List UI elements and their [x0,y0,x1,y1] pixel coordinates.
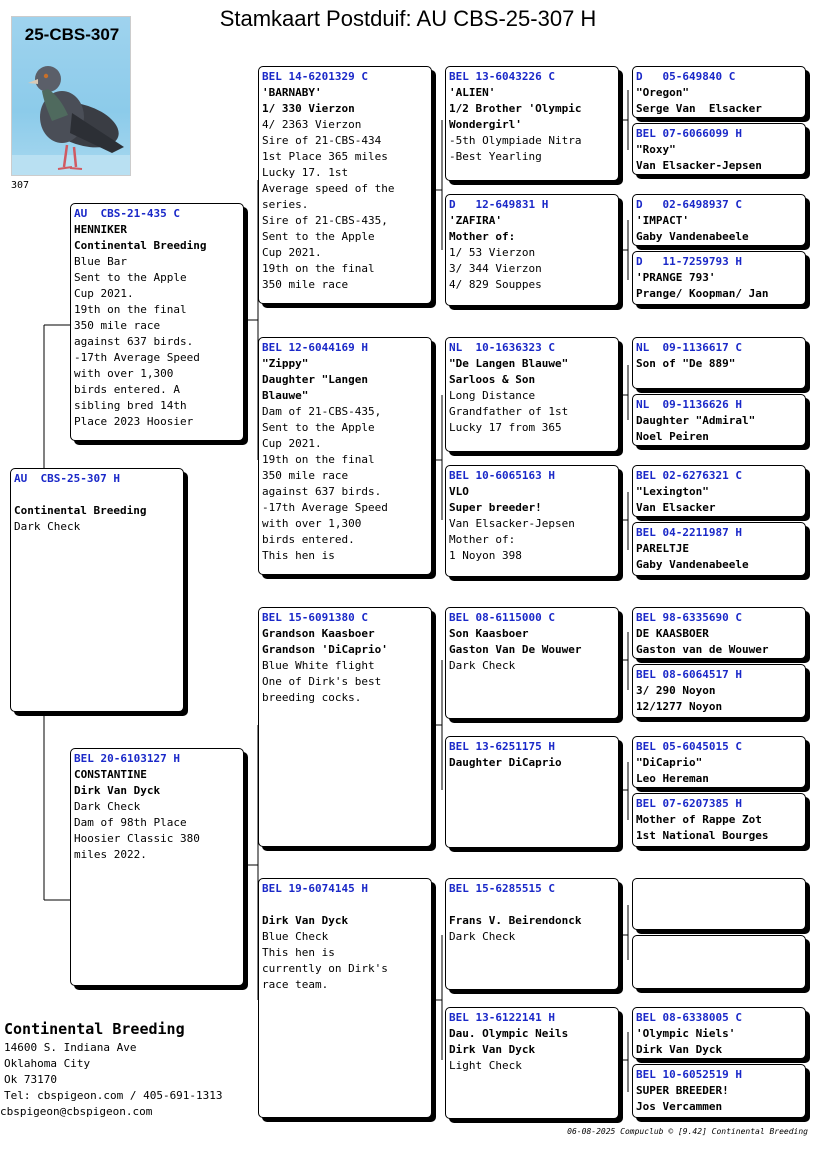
card-text-line: Sire of 21-CBS-434 [262,134,382,147]
ring-number: BEL 10-6052519 H [636,1068,742,1081]
card-text-line: with over 1,300 [74,367,174,380]
card-text-line: with over 1,300 [262,517,362,530]
card-text-line: Blue White flight [262,659,375,672]
ring-number: BEL 98-6335690 C [636,611,742,624]
ring-number: BEL 13-6043226 C [449,70,555,83]
card-text-line: Super breeder! [449,501,542,514]
ring-number: BEL 08-6064517 H [636,668,742,681]
card-text-line: One of Dirk's best [262,675,382,688]
ring-number: BEL 15-6091380 C [262,611,368,624]
card-text-line: Mother of: [449,533,516,546]
card-text-line: HENNIKER [74,223,127,236]
card-text-line: Noel Peiren [636,430,709,443]
card-text-line: 'Olympic Niels' [636,1027,736,1040]
ring-number: D 02-6498937 C [636,198,742,211]
card-text-line: 19th on the final [74,303,187,316]
ring-number: BEL 14-6201329 C [262,70,368,83]
card-text-line: DE KAASBOER [636,627,709,640]
card-text-line: Average speed of the [262,182,395,195]
card-text-line: 'ALIEN' [449,86,496,99]
card-text-line: Gaston van de Wouwer [636,643,769,656]
pedigree-card-gen5-2[interactable] [632,123,806,175]
card-text-line: "Lexington" [636,485,709,498]
ring-number: BEL 08-6115000 C [449,611,555,624]
card-text-line: Son of "De 889" [636,357,736,370]
card-text-line: Serge Van Elsacker [636,102,762,115]
card-text-line: VLO [449,485,469,498]
card-text-line: Mother of: [449,230,516,243]
card-text-line: birds entered. A [74,383,180,396]
card-text-line: Grandson Kaasboer [262,627,375,640]
card-text-line: Jos Vercammen [636,1100,723,1113]
card-text-line: 4/ 2363 Vierzon [262,118,362,131]
ring-number: BEL 02-6276321 C [636,469,742,482]
ring-number: NL 10-1636323 C [449,341,555,354]
card-text-line: Dark Check [14,520,81,533]
card-text-line: miles 2022. [74,848,147,861]
card-text-line: breeding cocks. [262,691,362,704]
ring-number: BEL 07-6066099 H [636,127,742,140]
pedigree-card-sire[interactable] [70,203,244,441]
card-text-line: Van Elsacker-Jepsen [636,159,762,172]
card-text-line: series. [262,198,309,211]
card-text-line: Frans V. Beirendonck [449,914,582,927]
footer-credits: 06-08-2025 Compuclub © [9.42] Continental Breeding [567,1127,808,1136]
pedigree-card-gen4-5[interactable] [445,607,619,719]
card-text-line: 'ZAFIRA' [449,214,502,227]
card-text-line [449,897,615,913]
card-text-line: 1st Place 365 miles [262,150,388,163]
ring-number: BEL 15-6285515 C [449,882,555,895]
card-text-line: This hen is [262,946,335,959]
ring-number: AU CBS-21-435 C [74,207,180,220]
pedigree-card-gen3-4[interactable] [258,878,432,1118]
ring-number: NL 09-1136626 H [636,398,742,411]
card-text-line: Prange/ Koopman/ Jan [636,287,769,300]
card-text-line: Van Elsacker [636,501,716,514]
pedigree-card-gen5-11[interactable] [632,736,806,788]
ring-number: BEL 12-6044169 H [262,341,368,354]
card-text-line: 4/ 829 Souppes [449,278,542,291]
card-text-line: Grandson 'DiCaprio' [262,643,388,656]
card-text-line: Dirk Van Dyck [262,914,349,927]
pedigree-card-dam[interactable] [70,748,244,986]
card-text-line: Lucky 17. 1st [262,166,349,179]
ring-number: NL 09-1136617 C [636,341,742,354]
card-text-line: Dark Check [449,930,516,943]
card-text-line: -5th Olympiade Nitra [449,134,582,147]
card-text-line: -17th Average Speed [262,501,388,514]
card-text-line: 350 mile race [262,278,349,291]
card-text-line: "Roxy" [636,143,676,156]
card-text-line: against 637 birds. [262,485,382,498]
ring-number: BEL 13-6122141 H [449,1011,555,1024]
card-text-line: Sire of 21-CBS-435, [262,214,388,227]
pedigree-card-gen4-1[interactable] [445,66,619,181]
card-text-line: Dam of 21-CBS-435, [262,405,382,418]
pedigree-card-gen5-8[interactable] [632,522,806,576]
card-text-line: Daughter "Langen [262,373,368,386]
card-text-line: race team. [262,978,329,991]
card-text-line: 3/ 344 Vierzon [449,262,542,275]
card-text-line: Dam of 98th Place [74,816,187,829]
card-text-line: Gaston Van De Wouwer [449,643,582,656]
card-text-line: 3/ 290 Noyon [636,684,716,697]
card-text-line: Light Check [449,1059,522,1072]
card-text-line [14,487,180,503]
card-text-line: 1/2 Brother 'Olympic [449,102,582,115]
card-text-line: -Best Yearling [449,150,542,163]
card-text-line: CONSTANTINE [74,768,147,781]
card-text-line: birds entered. [262,533,355,546]
card-text-line: 12/1277 Noyon [636,700,723,713]
card-text-line: 19th on the final [262,262,375,275]
ring-number: D 05-649840 C [636,70,736,83]
ring-number: BEL 07-6207385 H [636,797,742,810]
pedigree-card-gen5-14[interactable] [632,935,806,989]
pedigree-card-gen5-13[interactable] [632,878,806,930]
ring-number: BEL 10-6065163 H [449,469,555,482]
card-text-line: Cup 2021. [74,287,134,300]
breeder-address-line: Ok 73170 [4,1073,57,1086]
card-text-line: Continental Breeding [14,504,147,517]
card-text-line: Dark Check [449,659,516,672]
pedigree-card-gen5-12[interactable] [632,793,806,847]
card-text-line: against 637 birds. [74,335,194,348]
card-text-line: Dirk Van Dyck [636,1043,723,1056]
card-text-line: Cup 2021. [262,246,322,259]
card-text-line: Daughter DiCaprio [449,756,562,769]
card-text-line: Daughter "Admiral" [636,414,756,427]
card-text-line: Sent to the Apple [262,230,375,243]
pedigree-card-gen4-4[interactable] [445,465,619,577]
pedigree-card-gen5-10[interactable] [632,664,806,718]
pedigree-card-gen3-1[interactable] [258,66,432,304]
pedigree-card-gen3-3[interactable] [258,607,432,847]
photo-label: 25-CBS-307 [24,25,120,44]
card-text-line: SUPER BREEDER! [636,1084,729,1097]
card-text-line: Lucky 17 from 365 [449,421,562,434]
card-text-line: "Oregon" [636,86,689,99]
pedigree-card-gen5-4[interactable] [632,251,806,305]
card-text-line: -17th Average Speed [74,351,200,364]
card-text-line: Van Elsacker-Jepsen [449,517,575,530]
card-text-line: Mother of Rappe Zot [636,813,762,826]
card-text-line: Blauwe" [262,389,309,402]
card-text-line: Dirk Van Dyck [449,1043,536,1056]
card-text-line: Wondergirl' [449,118,522,131]
card-text-line: Gaby Vandenabeele [636,558,749,571]
card-text-line: 'BARNABY' [262,86,322,99]
card-text-line: Sent to the Apple [74,271,187,284]
pedigree-card-gen5-6[interactable] [632,394,806,446]
pedigree-card-gen5-15[interactable] [632,1007,806,1059]
card-text-line: Sent to the Apple [262,421,375,434]
card-text-line: "DiCaprio" [636,756,703,769]
card-text-line: Leo Hereman [636,772,709,785]
card-text-line: 'IMPACT' [636,214,689,227]
card-text-line: 'PRANGE 793' [636,271,716,284]
card-text-line: Blue Check [262,930,329,943]
pedigree-card-gen5-9[interactable] [632,607,806,659]
ring-number: D 12-649831 H [449,198,549,211]
pedigree-card-gen5-1[interactable] [632,66,806,118]
card-text-line: Place 2023 Hoosier [74,415,194,428]
card-text-line: 350 mile race [74,319,161,332]
card-text-line: Dirk Van Dyck [74,784,161,797]
pedigree-card-gen5-5[interactable] [632,337,806,389]
card-text-line: 1/ 330 Vierzon [262,102,355,115]
pedigree-card-gen5-3[interactable] [632,194,806,246]
card-text-line [262,897,428,913]
pedigree-card-gen5-7[interactable] [632,465,806,517]
pedigree-card-gen4-7[interactable] [445,878,619,990]
card-text-line: Grandfather of 1st [449,405,569,418]
card-text-line: "Zippy" [262,357,309,370]
card-text-line: Dark Check [74,800,141,813]
breeder-email: cbspigeon@cbspigeon.com [0,1105,153,1118]
card-text-line: 350 mile race [262,469,349,482]
photo-caption: 307 [11,180,30,191]
page-title: Stamkaart Postduif: AU CBS-25-307 H [219,6,597,31]
card-text-line: Long Distance [449,389,536,402]
card-text-line: sibling bred 14th [74,399,187,412]
ring-number: BEL 13-6251175 H [449,740,555,753]
card-text-line: This hen is [262,549,335,562]
ring-number: BEL 05-6045015 C [636,740,742,753]
card-text-line: Hoosier Classic 380 [74,832,200,845]
card-text-line: Dau. Olympic Neils [449,1027,569,1040]
card-text-line: currently on Dirk's [262,962,388,975]
pedigree-card-gen4-2[interactable] [445,194,619,306]
card-text-line: Blue Bar [74,255,127,268]
pedigree-card-gen5-16[interactable] [632,1064,806,1118]
card-text-line: Continental Breeding [74,239,207,252]
card-text-line: Gaby Vandenabeele [636,230,749,243]
ring-number: BEL 08-6338005 C [636,1011,742,1024]
ring-number: AU CBS-25-307 H [14,472,120,485]
ring-number: D 11-7259793 H [636,255,742,268]
pedigree-card-gen4-6[interactable] [445,736,619,848]
card-text-line: 1st National Bourges [636,829,769,842]
ring-number: BEL 19-6074145 H [262,882,368,895]
pedigree-card-gen4-8[interactable] [445,1007,619,1119]
breeder-phone: Tel: cbspigeon.com / 405-691-1313 [4,1089,223,1102]
ring-number: BEL 20-6103127 H [74,752,180,765]
pedigree-card-subject[interactable] [10,468,184,712]
card-text-line: 1 Noyon 398 [449,549,522,562]
breeder-address-line: 14600 S. Indiana Ave [4,1041,137,1054]
pedigree-card-gen3-2[interactable] [258,337,432,575]
pedigree-card-gen4-3[interactable] [445,337,619,452]
card-text-line: 19th on the final [262,453,375,466]
card-text-line: PARELTJE [636,542,689,555]
breeder-info [0,1018,223,1120]
card-text-line: Sarloos & Son [449,373,536,386]
card-text-line: Son Kaasboer [449,627,529,640]
breeder-address-line: Oklahoma City [4,1057,91,1070]
card-text-line: Cup 2021. [262,437,322,450]
card-text-line: 1/ 53 Vierzon [449,246,536,259]
card-text-line: "De Langen Blauwe" [449,357,569,370]
ring-number: BEL 04-2211987 H [636,526,742,539]
breeder-name: Continental Breeding [4,1020,185,1038]
